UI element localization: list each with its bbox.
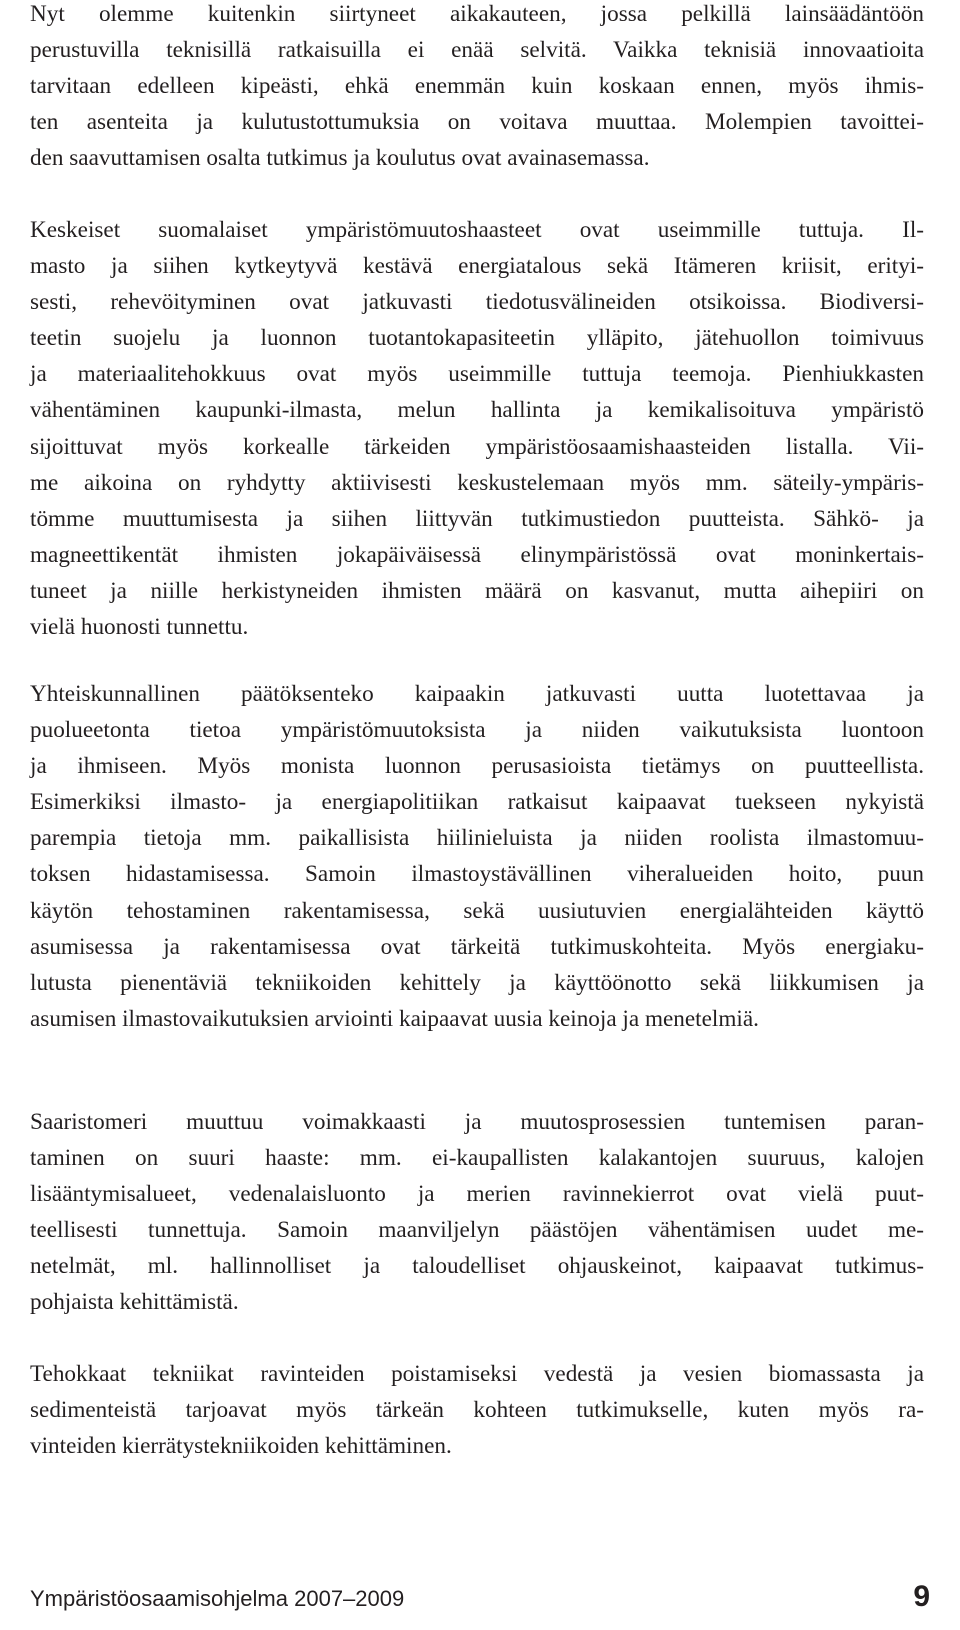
text-line: tarvitaan edelleen kipeästi, ehkä enemmän kuin koskaan ennen, myös ihmis-: [30, 73, 924, 100]
text-line: me aikoina on ryhdytty aktiivisesti keskustelemaan myös mm. säteily-ympäris-: [30, 469, 924, 496]
text-line: ja ihmiseen. Myös monista luonnon perusasioista tietämys on puutteellista.: [30, 753, 924, 780]
text-line: Saaristomeri muuttuu voimakkaasti ja muutosprosessien tuntemisen paran-: [30, 1109, 924, 1135]
text-line: Nyt olemme kuitenkin siirtyneet aikakauteen, jossa pelkillä lainsäädäntöön: [30, 1, 924, 27]
text-line: ten asenteita ja kulutustottumuksia on voitava muuttaa. Molempien tavoittei-: [30, 109, 924, 136]
text-line: Keskeiset suomalaiset ympäristömuutoshaasteet ovat useimmille tuttuja. Il-: [30, 217, 924, 243]
text-line: perustuvilla teknisillä ratkaisuilla ei enää selvitä. Vaikka teknisiä innovaatioita: [30, 37, 924, 64]
text-line: sedimenteistä tarjoavat myös tärkeän kohteen tutkimukselle, kuten myös ra-: [30, 1397, 924, 1424]
paragraph-3: [30, 676, 924, 1037]
text-line: toksen hidastamisessa. Samoin ilmastoystävällinen viheralueiden hoito, puun: [30, 861, 924, 888]
text-line: Tehokkaat tekniikat ravinteiden poistamiseksi vedestä ja vesien biomassasta ja: [30, 1361, 924, 1387]
text-line: vähentäminen kaupunki-ilmasta, melun hallinta ja kemikalisoituva ympäristö: [30, 397, 924, 424]
text-line: Esimerkiksi ilmasto- ja energiapolitiikan ratkaisut kaipaavat tuekseen nykyistä: [30, 789, 924, 816]
text-line: lutusta pienentäviä tekniikoiden kehittely ja käyttöönotto sekä liikkumisen ja: [30, 969, 924, 996]
paragraph-5: [30, 1356, 924, 1464]
text-line: käytön tehostaminen rakentamisessa, sekä uusiutuvien energialähteiden käyttö: [30, 897, 924, 924]
text-line: puolueetonta tietoa ympäristömuutoksista ja niiden vaikutuksista luontoon: [30, 717, 924, 744]
text-line: pohjaista kehittämistä.: [30, 1289, 239, 1316]
text-line: parempia tietoja mm. paikallisista hiilinieluista ja niiden roolista ilmastomuu-: [30, 825, 924, 852]
paragraph-1: [30, 0, 924, 176]
text-line: ja materiaalitehokkuus ovat myös useimmille tuttuja teemoja. Pienhiukkasten: [30, 361, 924, 388]
footer-title: Ympäristöosaamisohjelma 2007–2009: [30, 1586, 405, 1611]
paragraph-4: [30, 1104, 924, 1321]
text-line: Yhteiskunnallinen päätöksenteko kaipaakin jatkuvasti uutta luotettavaa ja: [30, 681, 924, 707]
text-line: sesti, rehevöityminen ovat jatkuvasti tiedotusvälineiden otsikoissa. Biodiversi-: [30, 289, 924, 316]
page-number: 9: [913, 1580, 930, 1613]
text-line: magneettikentät ihmisten jokapäiväisessä elinympäristössä ovat moninkertais-: [30, 541, 924, 568]
text-line: teetin suojelu ja luonnon tuotantokapasiteetin ylläpito, jätehuollon toimivuus: [30, 325, 924, 352]
text-line: masto ja siihen kytkeytyvä kestävä energiatalous sekä Itämeren kriisit, erityi-: [30, 253, 924, 280]
text-line: asumisen ilmastovaikutuksien arviointi kaipaavat uusia keinoja ja menetelmiä.: [30, 1005, 759, 1032]
text-line: teellisesti tunnettuja. Samoin maanviljelyn päästöjen vähentämisen uudet me-: [30, 1217, 924, 1244]
text-line: netelmät, ml. hallinnolliset ja taloudelliset ohjauskeinot, kaipaavat tutkimus-: [30, 1253, 924, 1280]
text-line: vielä huonosti tunnettu.: [30, 614, 249, 641]
text-line: den saavuttamisen osalta tutkimus ja koulutus ovat avainasemassa.: [30, 145, 650, 172]
text-line: tuneet ja niille herkistyneiden ihmisten määrä on kasvanut, mutta aihepiiri on: [30, 577, 924, 604]
text-line: taminen on suuri haaste: mm. ei-kaupallisten kalakantojen suuruus, kalojen: [30, 1145, 924, 1172]
text-line: tömme muuttumisesta ja siihen liittyvän tutkimustiedon puutteista. Sähkö- ja: [30, 505, 924, 532]
text-line: vinteiden kierrätystekniikoiden kehittäminen.: [30, 1433, 452, 1460]
text-line: lisääntymisalueet, vedenalaisluonto ja merien ravinnekierrot ovat vielä puut-: [30, 1181, 924, 1208]
page-footer: [30, 1580, 930, 1620]
text-line: sijoittuvat myös korkealle tärkeiden ympäristöosaamishaasteiden listalla. Vii-: [30, 433, 924, 460]
text-line: asumisessa ja rakentamisessa ovat tärkeitä tutkimuskohteita. Myös energiaku-: [30, 933, 924, 960]
paragraph-2: [30, 212, 924, 645]
